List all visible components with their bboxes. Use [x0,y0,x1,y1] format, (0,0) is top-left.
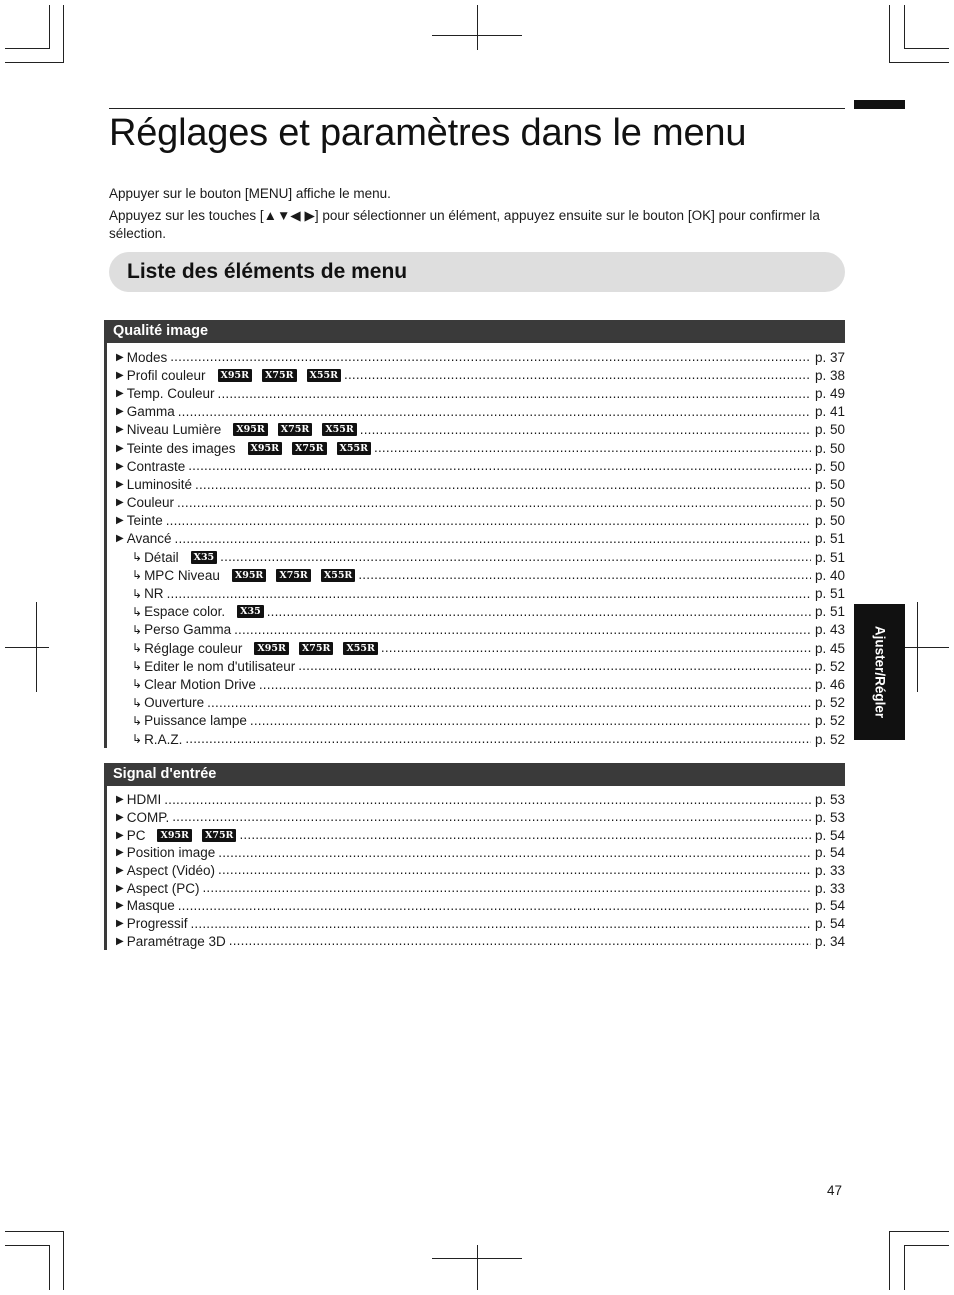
page-reference: p. 51 [814,549,845,565]
bullet-arrow-icon: ▶ [116,812,124,824]
menu-item-label: Progressif [126,916,188,932]
model-badge: X75R [202,829,237,842]
model-badge: X35 [237,605,264,618]
bullet-arrow-icon: ▶ [116,847,124,859]
intro-line-1: Appuyer sur le bouton [MENU] affiche le menu. [109,186,391,201]
dot-leader [218,864,811,876]
bullet-arrow-icon: ▶ [116,865,124,877]
model-badges [145,829,236,842]
dot-leader [178,406,811,418]
submenu-item [107,730,845,748]
model-badges [225,605,264,618]
section-heading [109,252,845,292]
dot-leader [175,533,811,545]
page-reference: p. 38 [814,367,845,383]
model-badges [179,551,218,564]
menu-item [107,403,845,421]
block-header: Signal d'entrée [104,763,845,786]
dot-leader [267,606,811,618]
model-badge: X95R [233,423,268,436]
dot-leader [178,900,811,912]
page-reference: p. 50 [814,513,845,529]
model-badge: X75R [292,442,327,455]
model-badge: X55R [343,642,378,655]
submenu-item [107,621,845,639]
menu-item [107,421,845,439]
page-reference: p. 50 [814,476,845,492]
bullet-arrow-icon: ▶ [116,935,124,947]
menu-item-label: COMP. [126,810,170,826]
page-reference: p. 51 [814,604,845,620]
page-reference: p. 53 [814,792,845,808]
bullet-arrow-icon: ▶ [116,533,124,545]
submenu-item [107,548,845,566]
model-badge: X95R [157,829,192,842]
page-reference: p. 52 [814,658,845,674]
page-reference: p. 45 [814,640,845,656]
bullet-arrow-icon: ▶ [116,497,124,509]
menu-item [107,915,845,933]
menu-item-label: PC [126,827,146,843]
menu-item [107,512,845,530]
title-rule [109,108,845,109]
menu-item-label: Teinte des images [126,440,236,456]
sub-arrow-icon: ↳ [132,695,143,710]
dot-leader [188,460,811,472]
menu-item [107,862,845,880]
dot-leader [218,388,811,400]
menu-item [107,494,845,512]
page-reference: p. 52 [814,731,845,747]
sub-arrow-icon: ↳ [132,732,143,747]
dot-leader [229,935,811,947]
menu-item-label: Couleur [126,495,174,511]
dot-leader [164,794,811,806]
model-badge: X95R [254,642,289,655]
menu-item-label: Niveau Lumière [126,422,222,438]
bullet-arrow-icon: ▶ [116,794,124,806]
model-badge: X55R [321,569,356,582]
menu-item [107,791,845,809]
menu-item-label: Contraste [126,458,186,474]
dot-leader [185,733,811,745]
menu-item-label: MPC Niveau [144,567,220,583]
bullet-arrow-icon: ▶ [116,351,124,363]
submenu-item [107,603,845,621]
sub-arrow-icon: ↳ [132,586,143,601]
page-reference: p. 53 [814,810,845,826]
menu-item-label: Temp. Couleur [126,385,215,401]
model-badge: X55R [337,442,372,455]
sub-arrow-icon: ↳ [132,550,143,565]
submenu-item [107,675,845,693]
model-badges [220,569,356,582]
intro-text [109,185,849,247]
page-reference: p. 37 [814,349,845,365]
menu-item [107,530,845,548]
bullet-arrow-icon: ▶ [116,882,124,894]
model-badge: X35 [191,551,218,564]
model-badges [221,423,357,436]
dot-leader [298,660,811,672]
model-badge: X75R [299,642,334,655]
model-badges [242,642,378,655]
chapter-side-tab [854,604,905,740]
dot-leader [190,918,810,930]
bullet-arrow-icon: ▶ [116,515,124,527]
dot-leader [234,624,811,636]
dot-leader [358,569,811,581]
dot-leader [170,351,811,363]
model-badge: X95R [232,569,267,582]
page-reference: p. 41 [814,404,845,420]
dot-leader [220,551,811,563]
menu-item-list [104,786,845,950]
bullet-arrow-icon: ▶ [116,829,124,841]
menu-item-label: Modes [126,349,168,365]
dot-leader [374,442,811,454]
menu-item-label: HDMI [126,792,162,808]
dot-leader [207,697,811,709]
model-badges [236,442,372,455]
submenu-item [107,639,845,657]
menu-item-list [104,343,845,748]
dot-leader [195,479,811,491]
menu-block-qualite-image [104,320,845,748]
sub-arrow-icon: ↳ [132,622,143,637]
menu-item-label: Aspect (PC) [126,880,200,896]
menu-item-label: Ouverture [144,695,205,711]
submenu-item [107,657,845,675]
menu-item [107,879,845,897]
submenu-item [107,712,845,730]
bullet-arrow-icon: ▶ [116,442,124,454]
menu-item [107,457,845,475]
dot-leader [177,497,811,509]
menu-item-label: R.A.Z. [144,731,183,747]
intro-line-2: Appuyez sur les touches [▲▼◀ ▶] pour sélectionner un élément, appuyez ensuite sur le bouton [OK] pour confirmer la sélection. [109,208,820,241]
page-title: Réglages et paramètres dans le menu [109,112,747,154]
menu-item-label: NR [144,586,164,602]
sub-arrow-icon: ↳ [132,659,143,674]
menu-item-label: Perso Gamma [144,622,232,638]
sub-arrow-icon: ↳ [132,677,143,692]
model-badge: X75R [262,369,297,382]
dot-leader [381,642,811,654]
page-reference: p. 50 [814,440,845,456]
menu-item-label: Espace color. [144,604,226,620]
page-reference: p. 50 [814,458,845,474]
menu-item [107,897,845,915]
menu-item [107,844,845,862]
bullet-arrow-icon: ▶ [116,406,124,418]
dot-leader [344,369,811,381]
page-reference: p. 46 [814,676,845,692]
menu-item-label: Aspect (Vidéo) [126,863,216,879]
dot-leader [218,847,811,859]
page-reference: p. 50 [814,495,845,511]
page-reference: p. 54 [814,916,845,932]
page-reference: p. 51 [814,586,845,602]
bullet-arrow-icon: ▶ [116,369,124,381]
dot-leader [172,811,811,823]
block-header: Qualité image [104,320,845,343]
submenu-item [107,694,845,712]
menu-item [107,475,845,493]
submenu-item [107,584,845,602]
model-badge: X55R [322,423,357,436]
bullet-arrow-icon: ▶ [116,478,124,490]
page-reference: p. 50 [814,422,845,438]
menu-item [107,826,845,844]
bullet-arrow-icon: ▶ [116,424,124,436]
dot-leader [239,829,811,841]
bullet-arrow-icon: ▶ [116,387,124,399]
model-badge: X75R [278,423,313,436]
bullet-arrow-icon: ▶ [116,918,124,930]
page-reference: p. 33 [814,863,845,879]
menu-item-label: Paramétrage 3D [126,933,226,949]
menu-item [107,809,845,827]
page-reference: p. 54 [814,845,845,861]
sub-arrow-icon: ↳ [132,604,143,619]
menu-item [107,366,845,384]
page-number: 47 [827,1183,843,1198]
page-reference: p. 54 [814,827,845,843]
chapter-marker-bar [854,100,905,109]
page-reference: p. 43 [814,622,845,638]
dot-leader [166,515,811,527]
bullet-arrow-icon: ▶ [116,460,124,472]
menu-item-label: Détail [144,549,179,565]
page-reference: p. 52 [814,695,845,711]
sub-arrow-icon: ↳ [132,713,143,728]
menu-item-label: Clear Motion Drive [144,676,256,692]
page-reference: p. 52 [814,713,845,729]
page-reference: p. 51 [814,531,845,547]
menu-item-label: Réglage couleur [144,640,243,656]
sub-arrow-icon: ↳ [132,568,143,583]
page-reference: p. 49 [814,385,845,401]
section-heading-label: Liste des éléments de menu [127,260,408,283]
menu-item-label: Position image [126,845,216,861]
model-badge: X75R [276,569,311,582]
menu-item [107,933,845,951]
menu-item [107,439,845,457]
model-badges [206,369,342,382]
menu-item-label: Avancé [126,531,172,547]
page-reference: p. 54 [814,898,845,914]
submenu-item [107,566,845,584]
menu-item-label: Puissance lampe [144,713,247,729]
model-badge: X95R [248,442,283,455]
model-badge: X55R [307,369,342,382]
sub-arrow-icon: ↳ [132,641,143,656]
page-reference: p. 40 [814,567,845,583]
menu-item-label: Luminosité [126,476,192,492]
bullet-arrow-icon: ▶ [116,900,124,912]
dot-leader [360,424,811,436]
menu-item-label: Profil couleur [126,367,206,383]
menu-item-label: Teinte [126,513,163,529]
dot-leader [202,882,810,894]
menu-item-label: Editer le nom d'utilisateur [144,658,296,674]
menu-block-signal-entree [104,763,845,950]
menu-item-label: Gamma [126,404,175,420]
model-badge: X95R [218,369,253,382]
menu-item [107,348,845,366]
dot-leader [167,588,811,600]
page-reference: p. 34 [814,933,845,949]
page-reference: p. 33 [814,880,845,896]
dot-leader [259,679,811,691]
side-tab-label: Ajuster/Régler [872,625,887,719]
dot-leader [250,715,811,727]
menu-item-label: Masque [126,898,175,914]
menu-item [107,384,845,402]
